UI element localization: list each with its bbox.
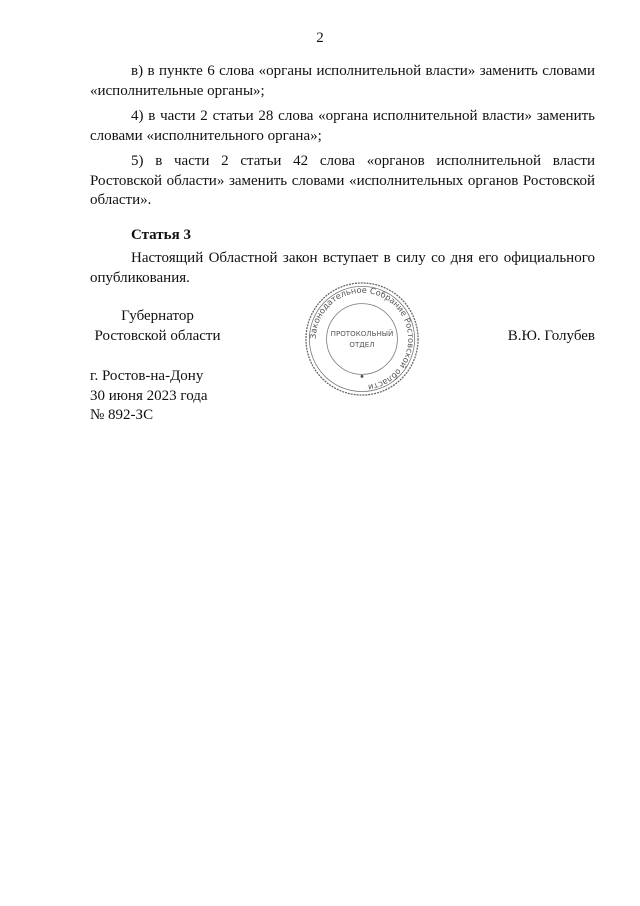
paragraph-v: в) в пункте 6 слова «органы исполнительной власти» заменить словами «исполнительные органы»; — [90, 63, 595, 99]
article-text: Настоящий Областной закон вступает в силу со дня его официального опубликования. — [90, 250, 595, 286]
date: 30 июня 2023 года — [90, 387, 208, 404]
paragraph-4: 4) в части 2 статьи 28 слова «органа исполнительной власти» заменить словами «исполнительного органа»; — [90, 108, 595, 144]
document-body — [90, 62, 595, 294]
stamp-dot-icon — [361, 375, 364, 378]
stamp-seal — [303, 280, 421, 398]
stamp-ring-text: Законодательное Собрание Ростовской области — [307, 284, 417, 393]
place-date-block — [90, 367, 208, 426]
signature-title-line1: Губернатор — [121, 308, 194, 324]
signatory-name: В.Ю. Голубев — [507, 328, 595, 344]
stamp-center-line2: ОТДЕЛ — [349, 339, 375, 349]
signature-title — [90, 307, 225, 346]
place: г. Ростов-на-Дону — [90, 368, 204, 384]
page-number: 2 — [316, 30, 324, 46]
stamp-center-line1: ПРОТОКОЛЬНЫЙ — [330, 329, 394, 339]
signature-title-line2: Ростовской области — [94, 327, 221, 344]
article-title: Статья 3 — [131, 226, 191, 243]
paragraph-5: 5) в части 2 статьи 42 слова «органов исполнительной власти Ростовской области» заменить словами «исполнительных органов Ростовской области». — [90, 153, 595, 208]
law-number: № 892-ЗС — [90, 407, 154, 423]
